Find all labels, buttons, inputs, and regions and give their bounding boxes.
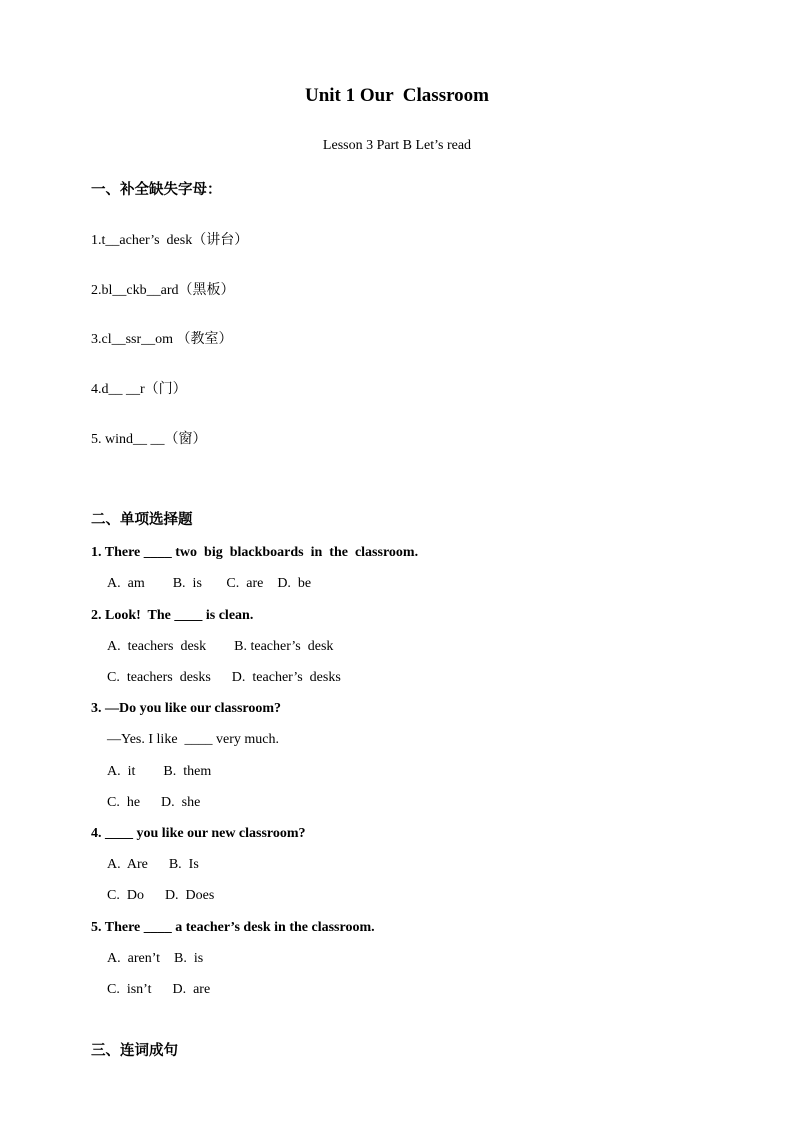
- section-1-heading: 一、补全缺失字母：: [91, 182, 222, 198]
- question-4-stem: 4. ____ you like our new classroom?: [91, 826, 306, 841]
- question-5-options-row-1: A. aren’t B. is: [107, 951, 204, 966]
- section-2-heading: 二、单项选择题: [91, 512, 193, 528]
- fill-item-1: 1.t__acher’s desk（讲台）: [91, 233, 249, 248]
- question-3-options-row-1: A. it B. them: [107, 764, 212, 779]
- question-2-stem: 2. Look! The ____ is clean.: [91, 608, 254, 623]
- page-title: Unit 1 Our Classroom: [304, 85, 490, 106]
- fill-item-3: 3.cl__ssr__om （教室）: [91, 332, 233, 347]
- fill-item-5: 5. wind__ __（窗）: [91, 432, 207, 447]
- question-5-options-row-2: C. isn’t D. are: [107, 982, 211, 997]
- question-2-options-row-2: C. teachers desks D. teacher’s desks: [107, 670, 341, 685]
- question-2-options-row-1: A. teachers desk B. teacher’s desk: [107, 639, 334, 654]
- fill-item-4: 4.d__ __r（门）: [91, 382, 187, 397]
- question-4-options-row-2: C. Do D. Does: [107, 888, 215, 903]
- question-3-stem: 3. —Do you like our classroom?: [91, 701, 282, 716]
- fill-item-2: 2.bl__ckb__ard（黑板）: [91, 283, 235, 298]
- question-5-stem: 5. There ____ a teacher’s desk in the classroom.: [91, 920, 375, 935]
- question-3-options-row-2: C. he D. she: [107, 795, 201, 810]
- question-1-stem: 1. There ____ two big blackboards in the classroom.: [91, 545, 419, 560]
- question-1-options: A. am B. is C. are D. be: [107, 576, 312, 591]
- question-3-dialogue-reply: —Yes. I like ____ very much.: [107, 732, 280, 747]
- page-subtitle: Lesson 3 Part B Let’s read: [322, 138, 472, 153]
- question-4-options-row-1: A. Are B. Is: [107, 857, 199, 872]
- section-3-heading: 三、连词成句: [91, 1043, 178, 1059]
